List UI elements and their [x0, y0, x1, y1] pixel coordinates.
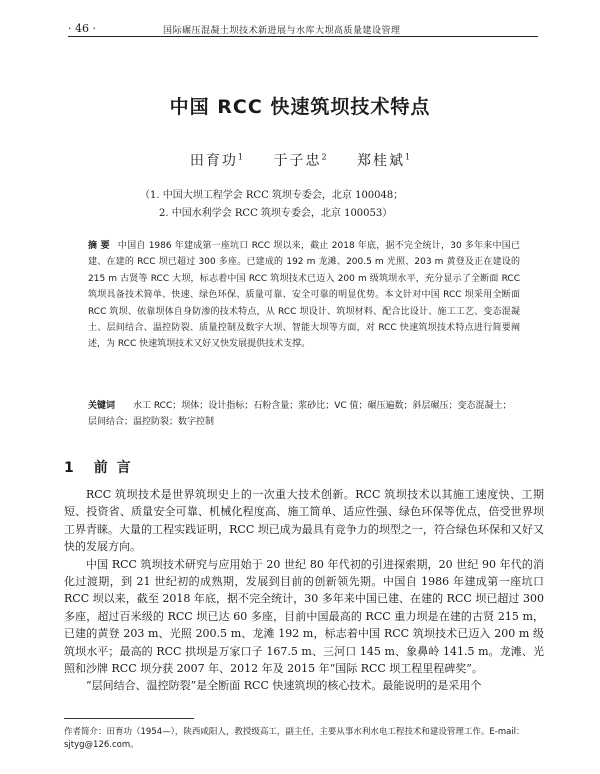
keywords-text: 水工 RCC；坝体；设计指标；石粉含量；浆砂比；VC 值；碾压遍数；斜层碾压；变态混凝土；层间结合；温控防裂；数字控制: [88, 401, 512, 428]
author: 田育功$^1$: [189, 152, 243, 169]
abstract-text: 中国自 1986 年建成第一座坑口 RCC 坝以来，截止 2018 年底，据不完全统计，30 多年来中国已建、在建的 RCC 坝已超过 300 多座。已建成的 192 m 龙滩、200.5 m 光照、203 m 黄登及正在建设的 215 m 古贤等 RCC 大坝，标志着中国 RCC 筑坝技术已迈入 200 m 级筑坝水平，充分显示了全断面 RCC 筑坝具备技术简单、快速、绿色环保、质量可靠、安全可靠的明显优势。本文针对中国 RCC 坝采用全断面 RCC 筑坝、依靠坝体自身防渗的技术特点，从 RCC 坝设计、筑坝材料、配合比设计、施工工艺、变态混凝土、层间结合、温控防裂、质量控制及数字大坝、智能大坝等方面，对 RCC 快速筑坝技术特点进行简要阐述，为 RCC 快速筑坝技术又好又快发展提供技术支撑。: [88, 241, 520, 350]
affiliation: 2. 中国水利学会 RCC 筑坝专委会，北京 100053）: [159, 208, 393, 219]
paragraph: 中国 RCC 筑坝技术研究与应用始于 20 世纪 80 年代初的引进探索期，20 世纪 90 年代的消化过渡期，到 21 世纪初的成熟期，发展到目前的创新领先期。中国自 1986 年建成第一座坑口 RCC 坝以来，截至 2018 年底，据不完全统计，30 多年来中国已建、在建的 RCC 坝已超过 300 多座，超过百米级的 RCC 坝已达 60 多座，目前中国最高的 RCC 重力坝是在建的古贤 215 m，已建的黄登 203 m、光照 200.5 m、龙滩 192 m，标志着中国 RCC 筑坝技术已迈入 200 m 级筑坝水平；最高的 RCC 拱坝是万家口子 167.5 m、三河口 145 m、象鼻岭 141.5 m。龙滩、光照和沙牌 RCC 坝分获 2007 年、2012 年及 2015 年“国际 RCC 坝工程里程碑奖”。: [64, 557, 544, 676]
abstract: [88, 238, 520, 353]
author-list: [0, 150, 600, 170]
keywords: [88, 398, 520, 431]
page-number: · 46 ·: [68, 22, 96, 35]
author-footnote: 作者简介：田育功（1954—），陕西咸阳人，教授级高工，副主任，主要从事水利水电工程技术和建设管理工作。E-mail：sjtyg@126.com。: [64, 727, 525, 750]
section-number: 1: [64, 460, 76, 476]
journal-title: 国际碾压混凝土坝技术新进展与水库大坝高质量建设管理: [163, 26, 401, 36]
abstract-label: 摘 要: [88, 241, 110, 251]
section-heading: [64, 457, 133, 477]
paragraph: RCC 筑坝技术是世界筑坝史上的一次重大技术创新。RCC 筑坝技术以其施工速度快、工期短、投资省、质量安全可靠、机械化程度高、施工简单、适应性强、绿色环保等优点，倍受世界坝工界青睐。大量的工程实践证明，RCC 坝已成为最具有竞争力的坝型之一，符合绿色环保和又好又快的发展方向。: [64, 488, 544, 554]
body-text: [64, 486, 544, 695]
author: 郑桂斌$^1$: [357, 152, 411, 169]
author: 于子忠$^2$: [273, 152, 327, 169]
article-title: 中国 RCC 快速筑坝技术特点: [169, 96, 431, 118]
paragraph: “层间结合、温控防裂”是全断面 RCC 快速筑坝的核心技术。最能说明的是采用个: [86, 679, 482, 693]
running-header: [68, 22, 538, 37]
keywords-label: 关键词: [88, 401, 116, 411]
section-title: 前 言: [93, 460, 133, 476]
footnote-divider: [64, 718, 194, 719]
affiliation: （1. 中国大坝工程学会 RCC 筑坝专委会，北京 100048；: [140, 190, 404, 201]
